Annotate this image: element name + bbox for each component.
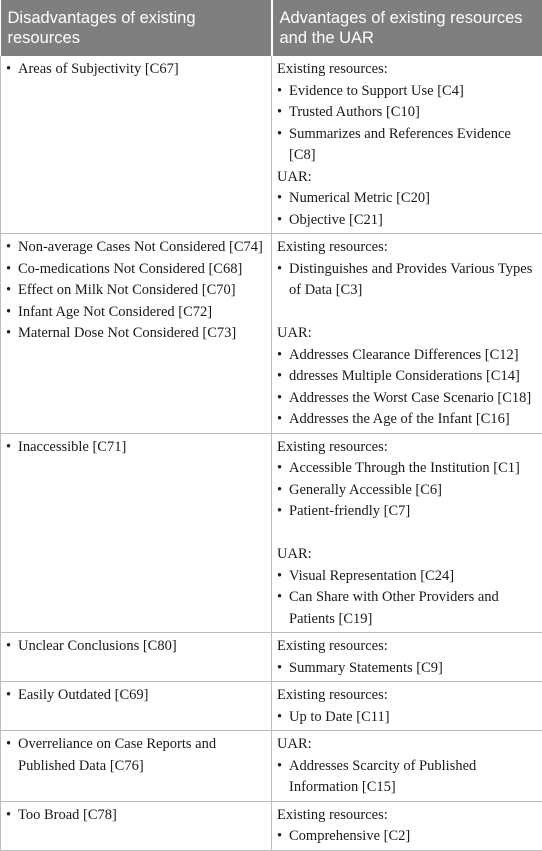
advantages-cell	[272, 433, 542, 633]
disadvantages-cell	[1, 433, 272, 633]
list-item: • Up to Date [C11]	[277, 707, 538, 729]
group-label: Existing resources:	[277, 59, 538, 81]
disadvantages-list	[6, 437, 267, 459]
header-row	[1, 0, 542, 56]
group-label: UAR:	[277, 323, 538, 345]
disadvantages-cell	[1, 682, 272, 731]
header-disadvantages: Disadvantages of existing resources	[1, 0, 272, 56]
table-row	[1, 56, 542, 234]
list-item: • Co-medications Not Considered [C68]	[6, 259, 267, 281]
advantages-cell	[272, 682, 542, 731]
group-label: Existing resources:	[277, 437, 538, 459]
table-row	[1, 731, 542, 802]
disadvantages-list	[6, 59, 267, 81]
list-item: • Too Broad [C78]	[6, 805, 267, 827]
list-item: • Effect on Milk Not Considered [C70]	[6, 280, 267, 302]
disadvantages-list	[6, 685, 267, 707]
group-label: Existing resources:	[277, 805, 538, 827]
group-label: Existing resources:	[277, 237, 538, 259]
disadvantages-cell	[1, 56, 272, 234]
spacer	[277, 523, 538, 545]
advantages-list	[277, 707, 538, 729]
disadvantages-cell	[1, 731, 272, 802]
list-item: • Easily Outdated [C69]	[6, 685, 267, 707]
advantages-cell	[272, 633, 542, 682]
list-item: • Infant Age Not Considered [C72]	[6, 302, 267, 324]
list-item: • Can Share with Other Providers and Patients [C19]	[277, 587, 538, 630]
list-item: • Summary Statements [C9]	[277, 658, 538, 680]
advantages-list	[277, 566, 538, 631]
list-item: • Addresses Clearance Differences [C12]	[277, 345, 538, 367]
list-item: • Accessible Through the Institution [C1]	[277, 458, 538, 480]
disadvantages-list	[6, 636, 267, 658]
list-item: • Comprehensive [C2]	[277, 826, 538, 848]
advantages-cell	[272, 234, 542, 434]
advantages-list	[277, 658, 538, 680]
group-label: UAR:	[277, 544, 538, 566]
list-item: • Overreliance on Case Reports and Published Data [C76]	[6, 734, 267, 777]
group-label: Existing resources:	[277, 636, 538, 658]
list-item: • Trusted Authors [C10]	[277, 102, 538, 124]
advantages-cell	[272, 801, 542, 850]
spacer	[277, 302, 538, 324]
list-item: • Addresses Scarcity of Published Information [C15]	[277, 756, 538, 799]
list-item: • Maternal Dose Not Considered [C73]	[6, 323, 267, 345]
advantages-list	[277, 81, 538, 167]
group-label: UAR:	[277, 734, 538, 756]
advantages-list	[277, 345, 538, 431]
advantages-cell	[272, 56, 542, 234]
header-advantages: Advantages of existing resources and the UAR	[272, 0, 542, 56]
table-row	[1, 801, 542, 850]
table-row	[1, 433, 542, 633]
table-row	[1, 234, 542, 434]
list-item: • Generally Accessible [C6]	[277, 480, 538, 502]
disadvantages-cell	[1, 801, 272, 850]
disadvantages-list	[6, 805, 267, 827]
disadvantages-list	[6, 237, 267, 345]
advantages-list	[277, 826, 538, 848]
list-item: • Numerical Metric [C20]	[277, 188, 538, 210]
list-item: • Patient-friendly [C7]	[277, 501, 538, 523]
advantages-list	[277, 756, 538, 799]
list-item: • Objective [C21]	[277, 210, 538, 232]
advantages-list	[277, 259, 538, 302]
list-item: • ddresses Multiple Considerations [C14]	[277, 366, 538, 388]
list-item: • Inaccessible [C71]	[6, 437, 267, 459]
advantages-list	[277, 458, 538, 523]
table-row	[1, 682, 542, 731]
disadvantages-list	[6, 734, 267, 777]
group-label: UAR:	[277, 167, 538, 189]
disadvantages-cell	[1, 633, 272, 682]
list-item: • Evidence to Support Use [C4]	[277, 81, 538, 103]
list-item: • Unclear Conclusions [C80]	[6, 636, 267, 658]
advantages-list	[277, 188, 538, 231]
list-item: • Summarizes and References Evidence [C8]	[277, 124, 538, 167]
list-item: • Areas of Subjectivity [C67]	[6, 59, 267, 81]
advantages-cell	[272, 731, 542, 802]
list-item: • Addresses the Age of the Infant [C16]	[277, 409, 538, 431]
list-item: • Addresses the Worst Case Scenario [C18]	[277, 388, 538, 410]
group-label: Existing resources:	[277, 685, 538, 707]
disadvantages-cell	[1, 234, 272, 434]
list-item: • Non-average Cases Not Considered [C74]	[6, 237, 267, 259]
list-item: • Visual Representation [C24]	[277, 566, 538, 588]
table-row	[1, 633, 542, 682]
list-item: • Distinguishes and Provides Various Types of Data [C3]	[277, 259, 538, 302]
